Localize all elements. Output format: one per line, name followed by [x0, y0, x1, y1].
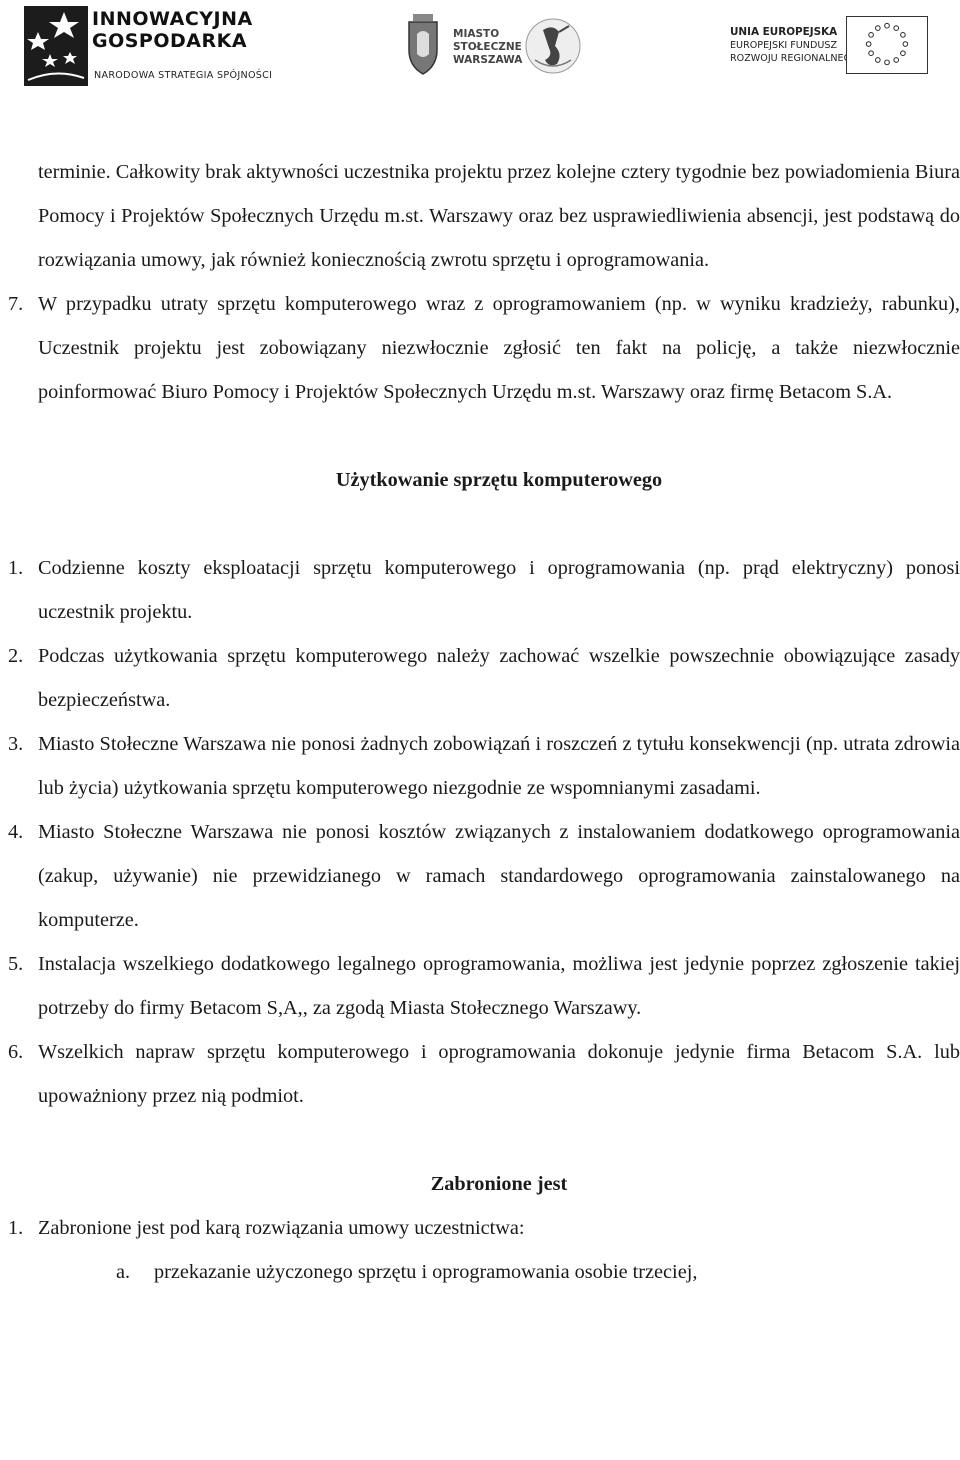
stars-logo-icon — [24, 6, 88, 86]
list-item-number: 6. — [8, 1041, 24, 1063]
list-item-number: 1. — [8, 557, 24, 579]
list-item-7 — [8, 282, 960, 414]
logo-left-line1: INNOWACYJNA — [92, 8, 253, 30]
logo-middle-line3: WARSZAWA — [453, 54, 523, 66]
list-item-text: Podczas użytkowania sprzętu komputerowego należy zachować wszelkie powszechnie obowiązujące zasady bezpieczeństwa. — [38, 645, 960, 711]
list-item-text: Zabronione jest pod karą rozwiązania umowy uczestnictwa: — [38, 1217, 525, 1239]
eu-logo — [728, 16, 938, 76]
header-logos — [0, 0, 960, 92]
list-item — [8, 634, 960, 722]
eu-logo-text — [730, 26, 859, 65]
list-item — [8, 810, 960, 942]
list-item — [8, 1206, 960, 1250]
list-item-text: W przypadku utraty sprzętu komputerowego wraz z oprogramowaniem (np. w wyniku kradzieży, rabunku), Uczestnik projektu jest zobowiązany niezwłocznie zgłosić ten fakt na policję, a także niezwłocznie poinformować Biuro Pomocy i Projektów Społecznych Urzędu m.st. Warszawy oraz firmę Betacom S.A. — [38, 293, 960, 403]
logo-left-line3: NARODOWA STRATEGIA SPÓJNOŚCI — [94, 70, 273, 81]
warsaw-crest-icon — [403, 14, 443, 76]
eu-flag-icon — [846, 16, 928, 74]
list-item-text: Instalacja wszelkiego dodatkowego legalnego oprogramowania, możliwa jest jedynie poprzez zgłoszenie takiej potrzeby do firmy Betacom S,A,, za zgodą Miasta Stołecznego Warszawy. — [38, 953, 960, 1019]
intro-paragraph: terminie. Całkowity brak aktywności uczestnika projektu przez kolejne cztery tygodnie bez powiadomienia Biura Pomocy i Projektów Społecznych Urzędu m.st. Warszawy oraz bez usprawiedliwienia absencji, jest podstawą do rozwiązania umowy, jak również koniecznością zwrotu sprzętu i oprogramowania. — [38, 161, 960, 271]
section-heading-forbidden: Zabronione jest — [430, 1173, 568, 1195]
logo-left-line2: GOSPODARKA — [92, 30, 248, 52]
list-item-text: Miasto Stołeczne Warszawa nie ponosi kosztów związanych z instalowaniem dodatkowego oprogramowania (zakup, używanie) nie przewidzianego w ramach standardowego oprogramowania zainstalowanego na komputerze. — [38, 821, 960, 931]
mermaid-logo-icon — [523, 16, 583, 76]
list-item-text: Wszelkich napraw sprzętu komputerowego i oprogramowania dokonuje jedynie firma Betacom S.A. lub upoważniony przez nią podmiot. — [38, 1041, 960, 1107]
list-item-number: 1. — [8, 1217, 24, 1239]
logo-right-line3: ROZWOJU REGIONALNEGO — [730, 53, 859, 64]
sub-list-item-letter: a. — [116, 1261, 131, 1283]
sub-list-item — [38, 1250, 960, 1294]
list-item-number: 2. — [8, 645, 24, 667]
section-heading-usage: Użytkowanie sprzętu komputerowego — [335, 469, 663, 491]
list-item — [8, 942, 960, 1030]
list-item — [8, 1030, 960, 1118]
sub-list-item-text: przekazanie użyczonego sprzętu i oprogramowania osobie trzeciej, — [154, 1261, 698, 1283]
innowacyjna-gospodarka-logo — [24, 6, 294, 86]
list-item — [8, 722, 960, 810]
list-item-text: Codzienne koszty eksploatacji sprzętu komputerowego i oprogramowania (np. prąd elektryczny) ponosi uczestnik projektu. — [38, 557, 960, 623]
logo-right-line2: EUROPEJSKI FUNDUSZ — [730, 40, 838, 51]
list-item — [8, 546, 960, 634]
list-item-number: 4. — [8, 821, 24, 843]
list-item-number: 7. — [8, 293, 24, 315]
warszawa-logo — [395, 14, 595, 84]
document-body — [8, 150, 960, 1294]
list-item-number: 3. — [8, 733, 24, 755]
logo-right-line1: UNIA EUROPEJSKA — [730, 26, 838, 38]
list-item-number: 5. — [8, 953, 24, 975]
logo-middle-line1: MIASTO — [453, 28, 500, 40]
list-item-text: Miasto Stołeczne Warszawa nie ponosi żadnych zobowiązań i roszczeń z tytułu konsekwencji (np. utrata zdrowia lub życia) użytkowania sprzętu komputerowego niezgodnie ze wspomnianymi zasadami. — [38, 733, 960, 799]
logo-middle-line2: STOŁECZNE — [453, 41, 522, 53]
logo-middle-text — [453, 28, 522, 67]
